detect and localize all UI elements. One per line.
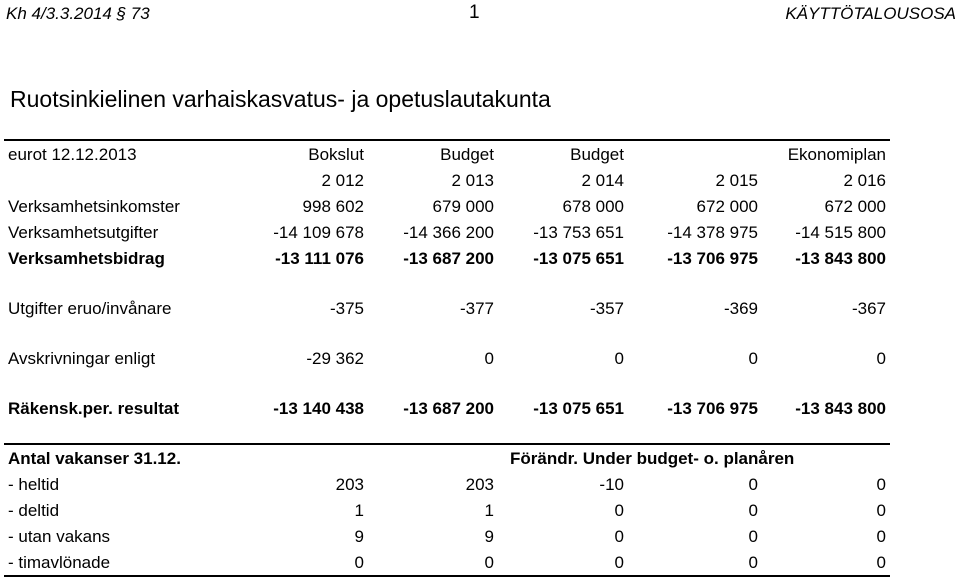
cell: 0 [354,553,364,572]
cell: -13 075 651 [533,249,624,268]
table-row [4,295,890,321]
cell: -375 [329,299,364,318]
spacer [4,271,890,295]
cell: 9 [484,527,494,546]
year-cell: 2 012 [321,171,364,190]
row-label: Räkensk.per. resultat [8,399,180,418]
cell: -13 687 200 [403,399,494,418]
cell: 203 [335,475,364,494]
cell: 0 [876,475,886,494]
cell: 9 [354,527,364,546]
cell: -14 515 800 [795,223,886,242]
table-row [4,345,890,371]
cell: -10 [599,475,624,494]
cell: 0 [876,527,886,546]
row-label: Utgifter eruo/invånare [8,299,172,318]
cell: -14 109 678 [273,223,364,242]
cell: -14 378 975 [667,223,758,242]
staff-header-label: Antal vakanser 31.12. [8,449,181,468]
row-label: - timavlönade [8,553,111,572]
cell: 0 [484,553,494,572]
cell: 672 000 [696,197,758,216]
cell: -14 366 200 [403,223,494,242]
cell: 0 [614,501,624,520]
table-row [4,549,890,575]
cell: 0 [748,527,758,546]
spacer [4,421,890,443]
cell: 203 [465,475,494,494]
row-label: Verksamhetsinkomster [8,197,180,216]
cell: 0 [876,349,886,368]
row-label: - utan vakans [8,527,111,546]
row-label: - heltid [8,475,60,494]
cell: 679 000 [432,197,494,216]
header-reference: Kh 4/3.3.2014 § 73 [6,4,150,23]
col-header-budget: Budget [440,145,494,164]
table-row [4,395,890,421]
cell: 678 000 [562,197,624,216]
cell: -13 706 975 [667,249,758,268]
cell: 1 [354,501,364,520]
table-row [4,219,890,245]
cell: -13 843 800 [795,249,886,268]
year-cell: 2 014 [581,171,624,190]
spacer [4,321,890,345]
table-row [4,471,890,497]
cell: -13 140 438 [273,399,364,418]
col-header-budget-2: Budget [570,145,624,164]
col-header-ekonomiplan: Ekonomiplan [787,145,886,164]
cell: 1 [484,501,494,520]
spacer [4,371,890,395]
table-row [4,523,890,549]
section-name: KÄYTTÖTALOUSOSA [785,4,956,23]
row-label: - deltid [8,501,60,520]
table-row [4,193,890,219]
year-cell: 2 015 [715,171,758,190]
currency-date-label: eurot 12.12.2013 [8,145,137,164]
cell: 0 [484,349,494,368]
cell: -377 [459,299,494,318]
budget-table [4,139,890,575]
col-header-bokslut: Bokslut [308,145,364,164]
table-row [4,497,890,523]
row-label: Verksamhetsbidrag [8,249,165,268]
table-year-row [4,167,890,193]
cell: -13 753 651 [533,223,624,242]
page-header [6,4,956,26]
row-label: Avskrivningar enligt [8,349,156,368]
cell: -357 [589,299,624,318]
cell: 0 [748,475,758,494]
cell: 998 602 [302,197,364,216]
row-label: Verksamhetsutgifter [8,223,159,242]
staff-header-row [4,443,890,471]
cell: 0 [748,501,758,520]
table-row [4,245,890,271]
cell: -13 075 651 [533,399,624,418]
cell: -13 843 800 [795,399,886,418]
page-title: Ruotsinkielinen varhaiskasvatus- ja opetuslautakunta [10,86,551,112]
cell: 0 [614,349,624,368]
cell: 0 [614,553,624,572]
cell: -369 [723,299,758,318]
page-number: 1 [469,2,480,23]
cell: -13 687 200 [403,249,494,268]
cell: -13 111 076 [275,249,364,268]
cell: -29 362 [306,349,364,368]
cell: -13 706 975 [667,399,758,418]
cell: 0 [614,527,624,546]
cell: 0 [748,349,758,368]
cell: 0 [748,553,758,572]
year-cell: 2 013 [451,171,494,190]
cell: 672 000 [824,197,886,216]
staff-change-header: Förändr. Under budget- o. planåren [510,449,795,468]
year-cell: 2 016 [843,171,886,190]
table-header-row [4,139,890,167]
cell: 0 [876,501,886,520]
cell: 0 [876,553,886,572]
cell: -367 [851,299,886,318]
